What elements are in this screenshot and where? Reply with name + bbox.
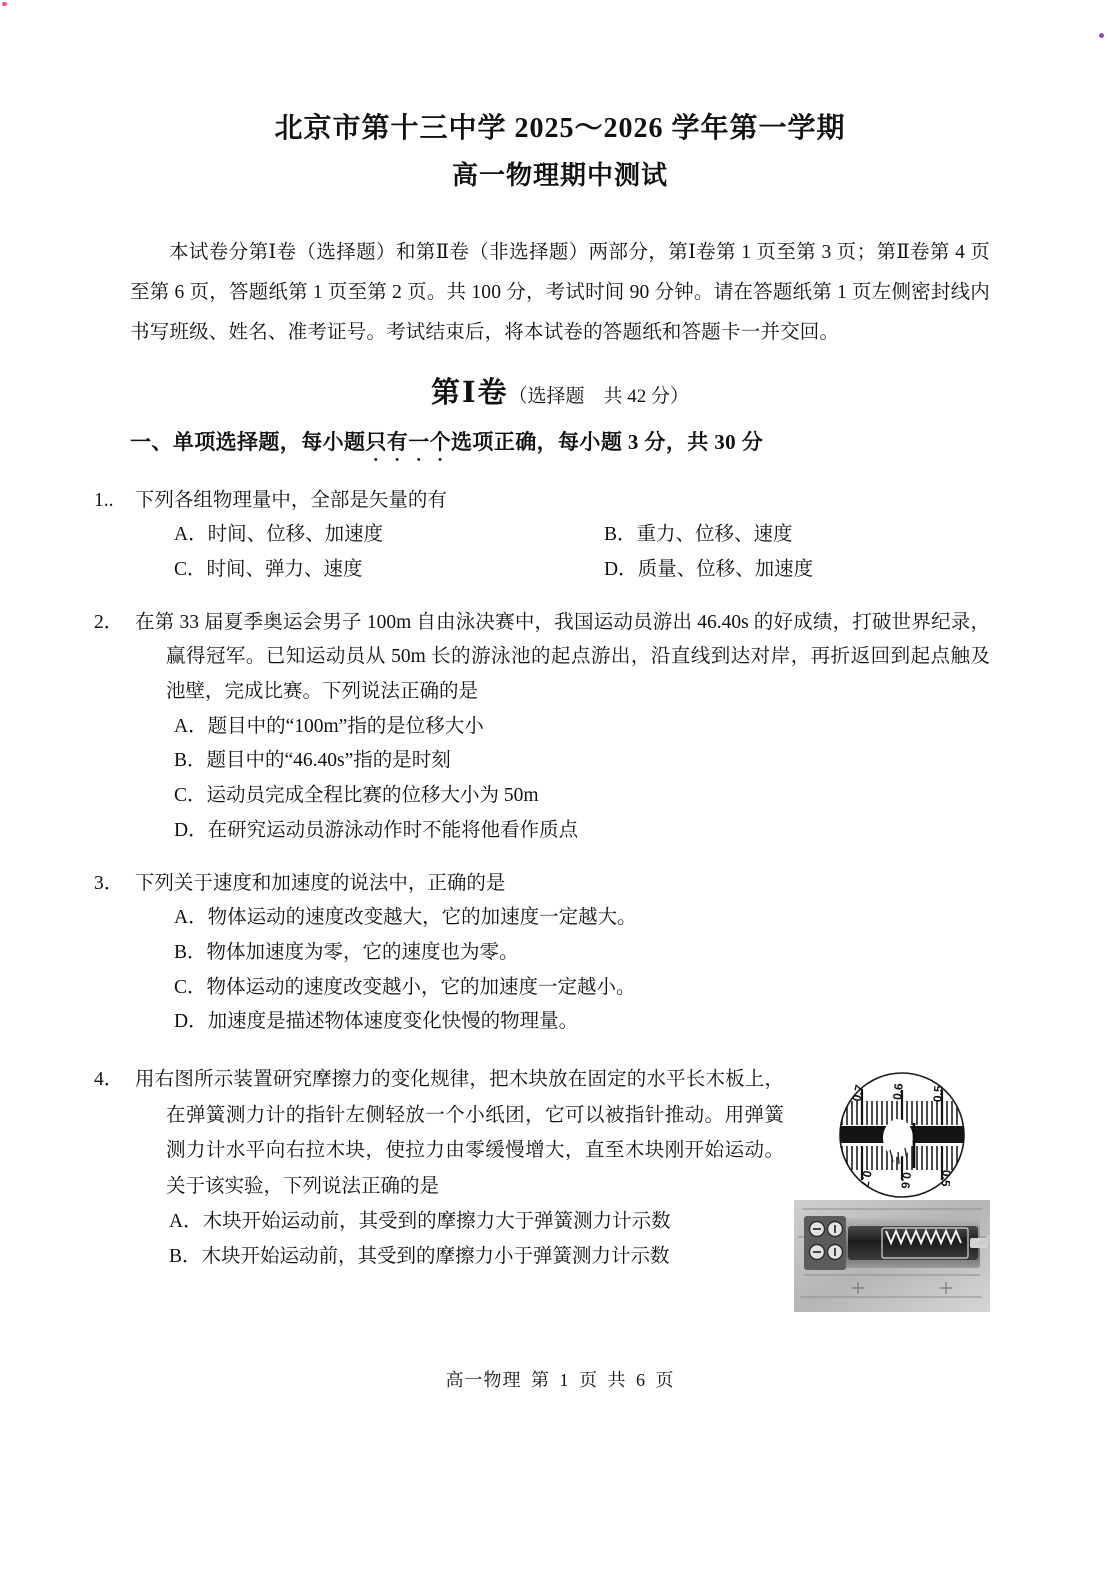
section-header-juan-1 <box>130 373 990 414</box>
question-3-option-b[interactable]: B．物体加速度为零，它的速度也为零。 <box>174 941 519 963</box>
footer-page-unit: 页 <box>579 1370 598 1390</box>
question-3-stem-line: 3． 下列关于速度和加速度的说法中，正确的是 <box>94 872 506 894</box>
spring-scale-figure <box>794 1068 990 1316</box>
question-1-stem: 下列各组物理量中，全部是矢量的有 <box>134 489 447 511</box>
footer-page-number: 1 <box>559 1370 570 1390</box>
scan-artifact-purple <box>1099 33 1104 38</box>
magnifier-label-top-0-7: 0.7 <box>849 1083 867 1103</box>
question-2-options <box>130 710 990 849</box>
apparatus-photo <box>794 1200 990 1312</box>
question-4-stem: 用右图所示装置研究摩擦力的变化规律，把木块放在固定的水平长木板上，在弹簧测力计的指针左侧轻放一个小纸团，它可以被指针推动。用弹簧测力计水平向右拉木块，使拉力由零缓慢增大，直至木块刚开始运动。关于该实验，下列说法正确的是 <box>135 1069 784 1197</box>
question-2-option-d[interactable]: D．在研究运动员游泳动作时不能将他看作质点 <box>174 819 579 841</box>
page-footer <box>0 1366 1120 1392</box>
question-4-option-b[interactable]: B．木块开始运动前，其受到的摩擦力小于弹簧测力计示数 <box>169 1246 670 1268</box>
question-1-options <box>130 518 990 587</box>
question-2-option-a[interactable]: A．题目中的“100m”指的是位移大小 <box>174 715 484 737</box>
footer-total-pages: 6 <box>636 1370 646 1390</box>
question-2-stem: 在第 33 届夏季奥运会男子 100m 自由泳决赛中，我国运动员游出 46.40s 的好成绩，打破世界纪录，赢得冠军。已知运动员从 50m 长的游泳池的起点游出，沿直线到达对岸，再折返回到起点触及池壁，完成比赛。下列说法正确的是 <box>135 611 990 703</box>
question-1-stem-line: 1.. 下列各组物理量中，全部是矢量的有 <box>94 489 447 511</box>
question-4-stem-line: 4． 用右图所示装置研究摩擦力的变化规律，把木块放在固定的水平长木板上，在弹簧测力计的指针左侧轻放一个小纸团，它可以被指针推动。用弹簧测力计水平向右拉木块，使拉力由零缓慢增大，直至木块刚开始运动。关于该实验，下列说法正确的是 <box>94 1069 784 1197</box>
page-title <box>130 108 990 195</box>
question-2 <box>94 606 990 849</box>
question-3-option-a[interactable]: A．物体运动的速度改变越大，它的加速度一定越大。 <box>174 907 637 929</box>
exam-instructions: 本试卷分第Ⅰ卷（选择题）和第Ⅱ卷（非选择题）两部分，第Ⅰ卷第 1 页至第 3 页；第Ⅱ卷第 4 页至第 6 页，答题纸第 1 页至第 2 页。共 100 分，考试时间 90 分钟。请在答题纸第 1 页左侧密封线内书写班级、姓名、准考证号。考试结束后，将本试卷的答题纸和答题卡一并交回。 <box>130 242 990 343</box>
page-content <box>94 108 990 1316</box>
question-2-option-c[interactable]: C．运动员完成全程比赛的位移大小为 50m <box>174 785 539 807</box>
part-one-emphasis: 只有一个 <box>365 429 452 454</box>
question-1-option-a[interactable]: A．时间、位移、加速度 <box>174 524 384 546</box>
magnifier-label-top-0-6: 0.6 <box>890 1082 906 1101</box>
title-line-exam-name: 高一物理期中测试 <box>451 161 668 190</box>
question-4-option-a[interactable]: A．木块开始运动前，其受到的摩擦力大于弹簧测力计示数 <box>169 1210 671 1232</box>
question-3 <box>94 867 990 1041</box>
magnifier-circle <box>838 1073 966 1197</box>
question-2-option-b[interactable]: B．题目中的“46.40s”指的是时刻 <box>174 750 451 772</box>
part-one-prefix: 一、单项选择题，每小题 <box>130 429 366 454</box>
question-1-option-d[interactable]: D．质量、位移、加速度 <box>604 558 814 580</box>
magnifier-label-top-0-5: 0.5 <box>930 1084 946 1103</box>
juan-sublabel: （选择题 共 42 分） <box>508 385 690 407</box>
title-line-school-term: 北京市第十三中学 2025～2026 学年第一学期 <box>274 113 846 144</box>
question-4 <box>94 1062 990 1275</box>
question-3-option-c[interactable]: C．物体运动的速度改变越小，它的加速度一定越小。 <box>174 976 636 998</box>
question-1-option-c[interactable]: C．时间、弹力、速度 <box>174 558 363 580</box>
magnifier-label-bottom-0-6: 0.6 <box>898 1171 914 1190</box>
juan-label: 第Ⅰ卷 <box>430 376 509 409</box>
question-2-stem-line: 2． 在第 33 届夏季奥运会男子 100m 自由泳决赛中，我国运动员游出 46.40s 的好成绩，打破世界纪录，赢得冠军。已知运动员从 50m 长的游泳池的起点游出，沿直线到达对岸，再折返回到起点触及池壁，完成比赛。下列说法正确的是 <box>94 611 990 703</box>
question-3-option-d[interactable]: D．加速度是描述物体速度变化快慢的物理量。 <box>174 1011 579 1033</box>
question-3-stem: 下列关于速度和加速度的说法中，正确的是 <box>134 872 506 894</box>
magnifier-label-bottom-0-7: 0.7 <box>857 1169 875 1189</box>
part-one-suffix: 选项正确，每小题 3 分，共 30 分 <box>451 429 764 454</box>
scan-artifact-pink <box>2 2 7 6</box>
question-1-option-b[interactable]: B．重力、位移、速度 <box>604 524 793 546</box>
question-3-options <box>130 901 990 1040</box>
footer-subject: 高一物理 <box>445 1370 522 1390</box>
footer-total-unit: 页 <box>655 1370 675 1390</box>
question-1 <box>94 484 990 588</box>
footer-total-label: 共 <box>607 1370 627 1390</box>
spring-scale-photo-svg <box>794 1068 990 1316</box>
part-one-heading <box>130 426 990 466</box>
magnifier-label-bottom-0-5: 0.5 <box>938 1169 954 1188</box>
footer-page-label: 第 <box>531 1370 550 1390</box>
